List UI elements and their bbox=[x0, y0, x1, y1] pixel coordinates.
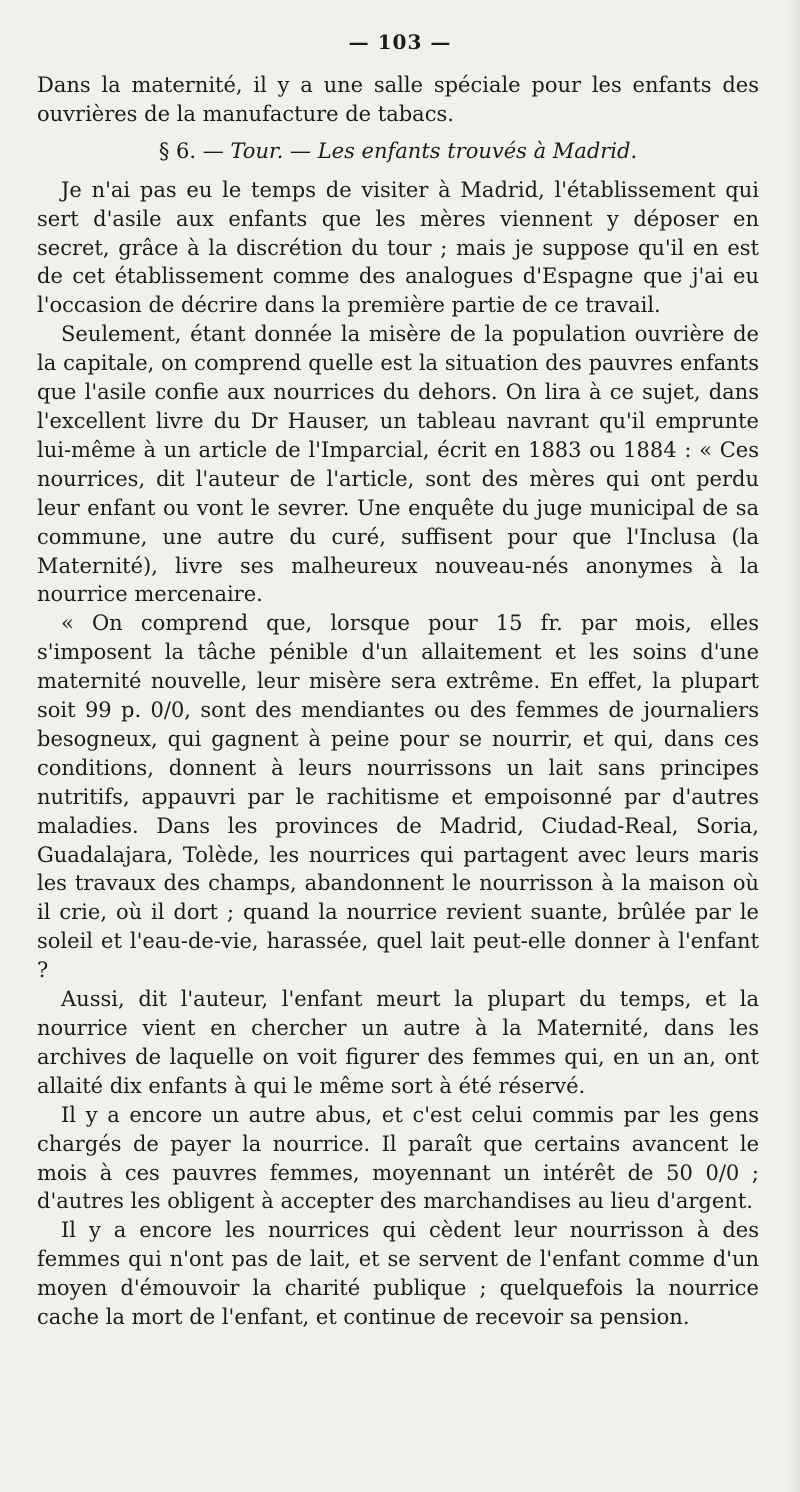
paragraph-quote: « On comprend que, lorsque pour 15 fr. par mois, elles s'imposent la tâche pénible d'un allaitement et les soins d'une maternité nouvelle, leur misère sera extrême. En effet, la plupart soit 99 p. 0/0, sont des mendiantes ou des femmes de journaliers besogneux, qui gagnent à peine pour se nourrir, et qui, dans ces conditions, donnent à leurs nourrissons un lait sans principes nutritifs, appauvri par le rachitisme et empoisonné par d'autres maladies. Dans les provinces de Madrid, Ciudad-Real, Soria, Guadalajara, Tolède, les nourrices qui partagent avec leurs maris les travaux des champs, abandonnent le nourrisson à la maison où il crie, où il dort ; quand la nourrice revient suante, brûlée par le soleil et l'eau-de-vie, harassée, quel lait peut-elle donner à l'enfant ? bbox=[37, 611, 759, 983]
page-edge-shadow bbox=[788, 0, 800, 1492]
section-heading bbox=[37, 137, 759, 166]
page-number: — 103 — bbox=[348, 30, 452, 54]
section-title: Tour. — Les enfants trouvés à Madrid. bbox=[230, 138, 638, 163]
paragraph-maternity-room: Dans la maternité, il y a une salle spéciale pour les enfants des ouvrières de la manufacture de tabacs. bbox=[37, 73, 759, 126]
paragraph-abuse: Il y a encore un autre abus, et c'est celui commis par les gens chargés de payer la nourrice. Il paraît que certains avancent le mois à ces pauvres femmes, moyennant un intérêt de 50 0/0 ; d'autres les obligent à accepter des marchandises au lieu d'argent. bbox=[37, 1102, 759, 1214]
paragraph-situation: Seulement, étant donnée la misère de la population ouvrière de la capitale, on comprend quelle est la situation des pauvres enfants que l'asile confie aux nourrices du dehors. On lira à ce sujet, dans l'excellent livre du Dr Hauser, un tableau navrant qu'il emprunte lui-même à un article de l'Imparcial, écrit en 1883 ou 1884 : « Ces nourrices, dit l'auteur de l'article, sont des mères qui ont perdu leur enfant ou vont le sevrer. Une enquête du juge municipal de sa commune, une autre du curé, suffisent pour que l'Inclusa (la Maternité), livre ses malheureux nouveau-nés anonymes à la nourrice mercenaire. bbox=[37, 322, 759, 607]
spacer bbox=[37, 129, 759, 135]
paragraph-mortality: Aussi, dit l'auteur, l'enfant meurt la plupart du temps, et la nourrice vient en chercher un autre à la Maternité, dans les archives de laquelle on voit figurer des femmes qui, en un an, ont allaité dix enfants à qui le même sort à été réservé. bbox=[37, 987, 759, 1098]
page-body bbox=[37, 71, 759, 1332]
paragraph-charity: Il y a encore les nourrices qui cèdent leur nourrisson à des femmes qui n'ont pas de lait, et se servent de l'enfant comme d'un moyen d'émouvoir la charité publique ; quelquefois la nourrice cache la mort de l'enfant, et continue de recevoir sa pension. bbox=[37, 1218, 759, 1330]
section-number: § 6. — bbox=[158, 138, 224, 163]
paragraph-tour: Je n'ai pas eu le temps de visiter à Madrid, l'établissement qui sert d'asile aux enfants que les mères viennent y déposer en secret, grâce à la discrétion du tour ; mais je suppose qu'il en est de cet établissement comme des analogues d'Espagne que j'ai eu l'occasion de décrire dans la première partie de ce travail. bbox=[37, 177, 759, 318]
